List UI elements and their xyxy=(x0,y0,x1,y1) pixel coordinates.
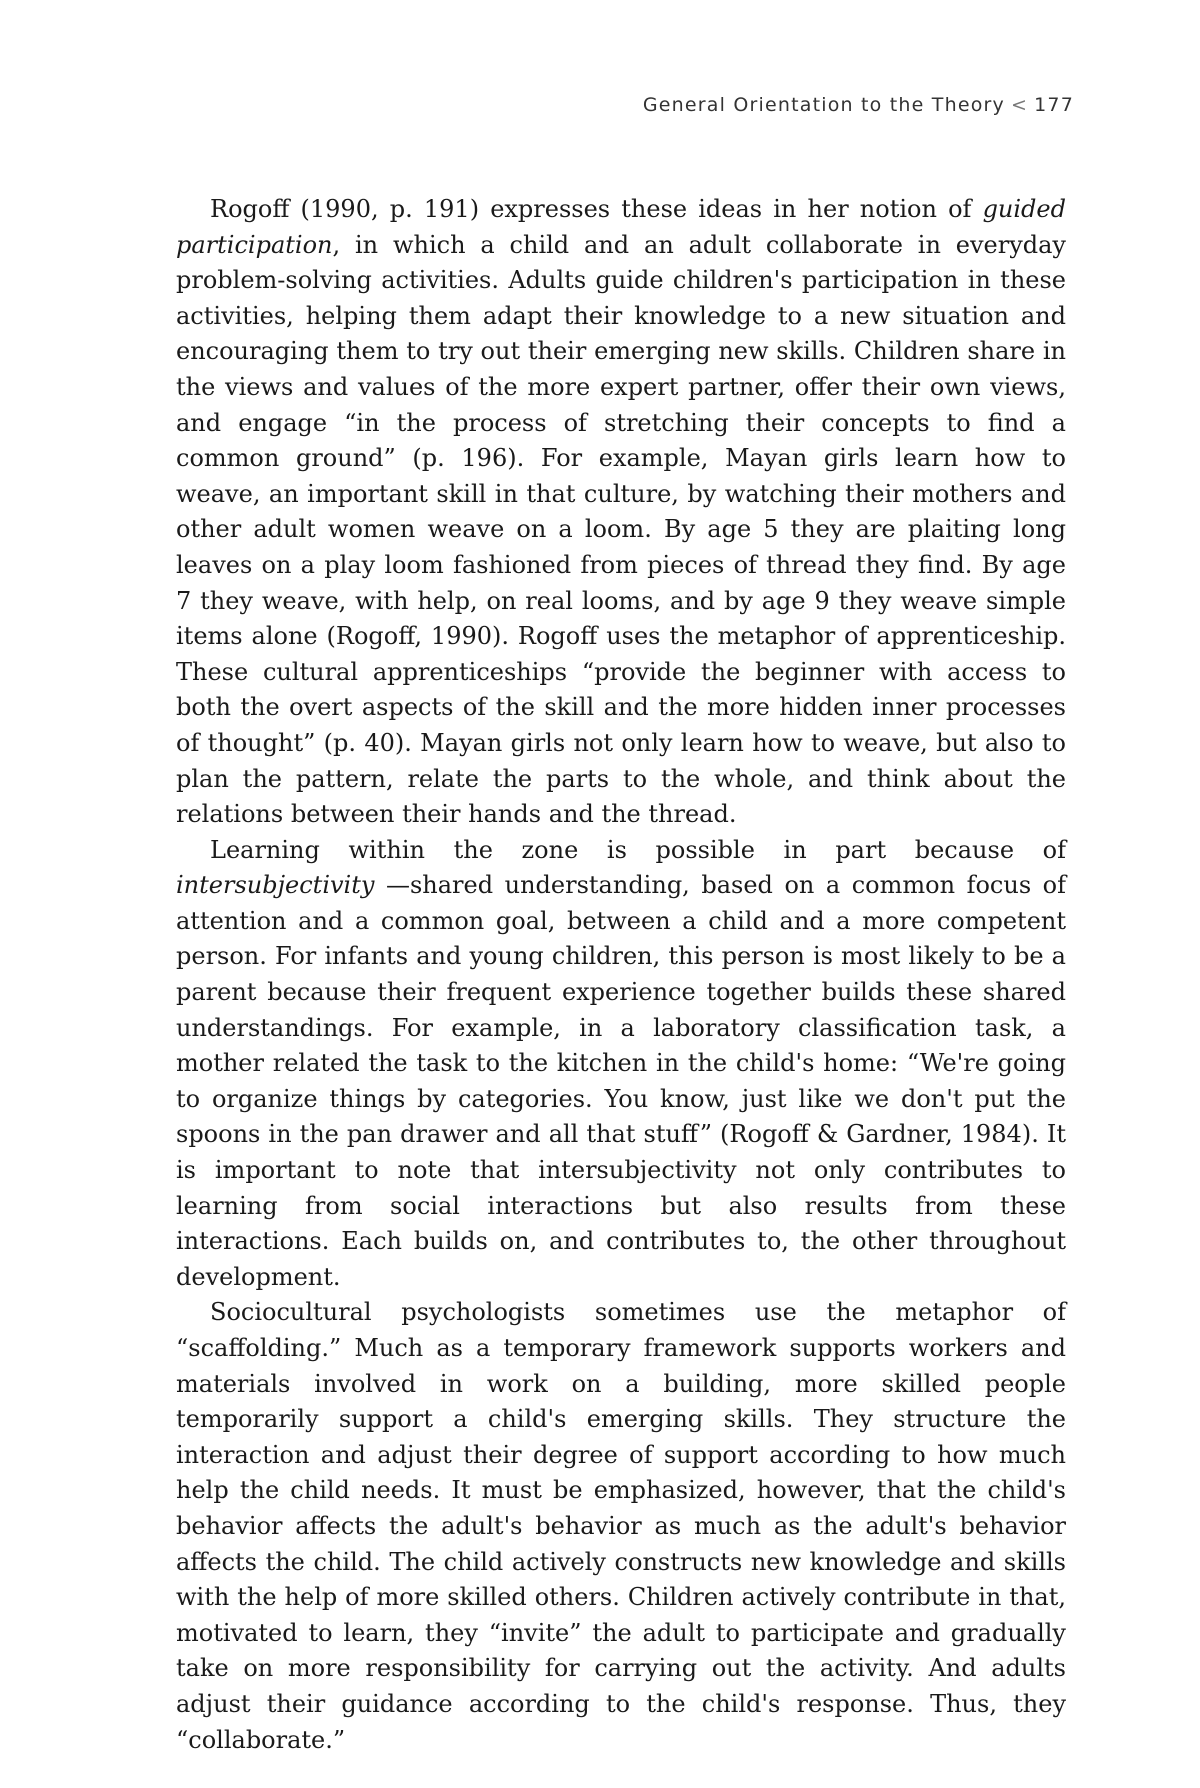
emphasis-term-intersubjectivity: intersubjectivity xyxy=(176,871,375,900)
paragraph-3 xyxy=(176,1295,1066,1758)
body-text xyxy=(176,192,1066,1758)
paragraph-text: , in which a child and an adult collaborate in everyday problem-solving activities. Adults guide children's participation in these activities, helping them adapt their knowledge to a new situation and encouraging them to try out their emerging new skills. Children share in the views and values of the more expert partner, offer their own views, and engage “in the process of stretching their concepts to find a common ground” (p. 196). For example, Mayan girls learn how to weave, an important skill in that culture, by watching their mothers and other adult women weave on a loom. By age 5 they are plaiting long leaves on a play loom fashioned from pieces of thread they find. By age 7 they weave, with help, on real looms, and by age 9 they weave simple items alone (Rogoff, 1990). Rogoff uses the metaphor of apprenticeship. These cultural apprenticeships “provide the beginner with access to both the overt aspects of the skill and the more hidden inner processes of thought” (p. 40). Mayan girls not only learn how to weave, but also to plan the pattern, relate the parts to the whole, and think about the relations between their hands and the thread. xyxy=(176,230,1066,829)
paragraph-text: Sociocultural psychologists sometimes use the metaphor of “scaffolding.” Much as a temporary framework supports workers and materials involved in work on a building, more skilled people temporarily support a child's emerging skills. They structure the interaction and adjust their degree of support according to how much help the child needs. It must be emphasized, however, that the child's behavior affects the adult's behavior as much as the adult's behavior affects the child. The child actively constructs new knowledge and skills with the help of more skilled others. Children actively contribute in that, motivated to learn, they “invite” the adult to participate and gradually take on more responsibility for carrying out the activity. And adults adjust their guidance according to the child's response. Thus, they “collaborate.” xyxy=(176,1298,1066,1754)
emphasis-term-guided-participation: guided participation xyxy=(176,195,1066,259)
page-number: 177 xyxy=(1034,94,1074,116)
paragraph-2 xyxy=(176,833,1066,1296)
paragraph-text: —shared understanding, based on a common focus of attention and a common goal, between a child and a more competent person. For infants and young children, this person is most likely to be a parent because their frequent experience together builds these shared understandings. For example, in a laboratory classification task, a mother related the task to the kitchen in the child's home: “We're going to organize things by categories. You know, just like we don't put the spoons in the pan drawer and all that stuff” (Rogoff & Gardner, 1984). It is important to note that intersubjectivity not only contributes to learning from social interactions but also results from these interactions. Each builds on, and contributes to, the other throughout development. xyxy=(176,871,1066,1291)
paragraph-text: Rogoff (1990, p. 191) expresses these ideas in her notion of xyxy=(210,195,983,223)
running-head-separator: < xyxy=(1011,94,1029,116)
paragraph-1 xyxy=(176,192,1066,833)
paragraph-text: Learning within the zone is possible in part because of xyxy=(210,835,1066,864)
running-head-title: General Orientation to the Theory xyxy=(642,94,1005,116)
running-head xyxy=(643,94,1074,116)
